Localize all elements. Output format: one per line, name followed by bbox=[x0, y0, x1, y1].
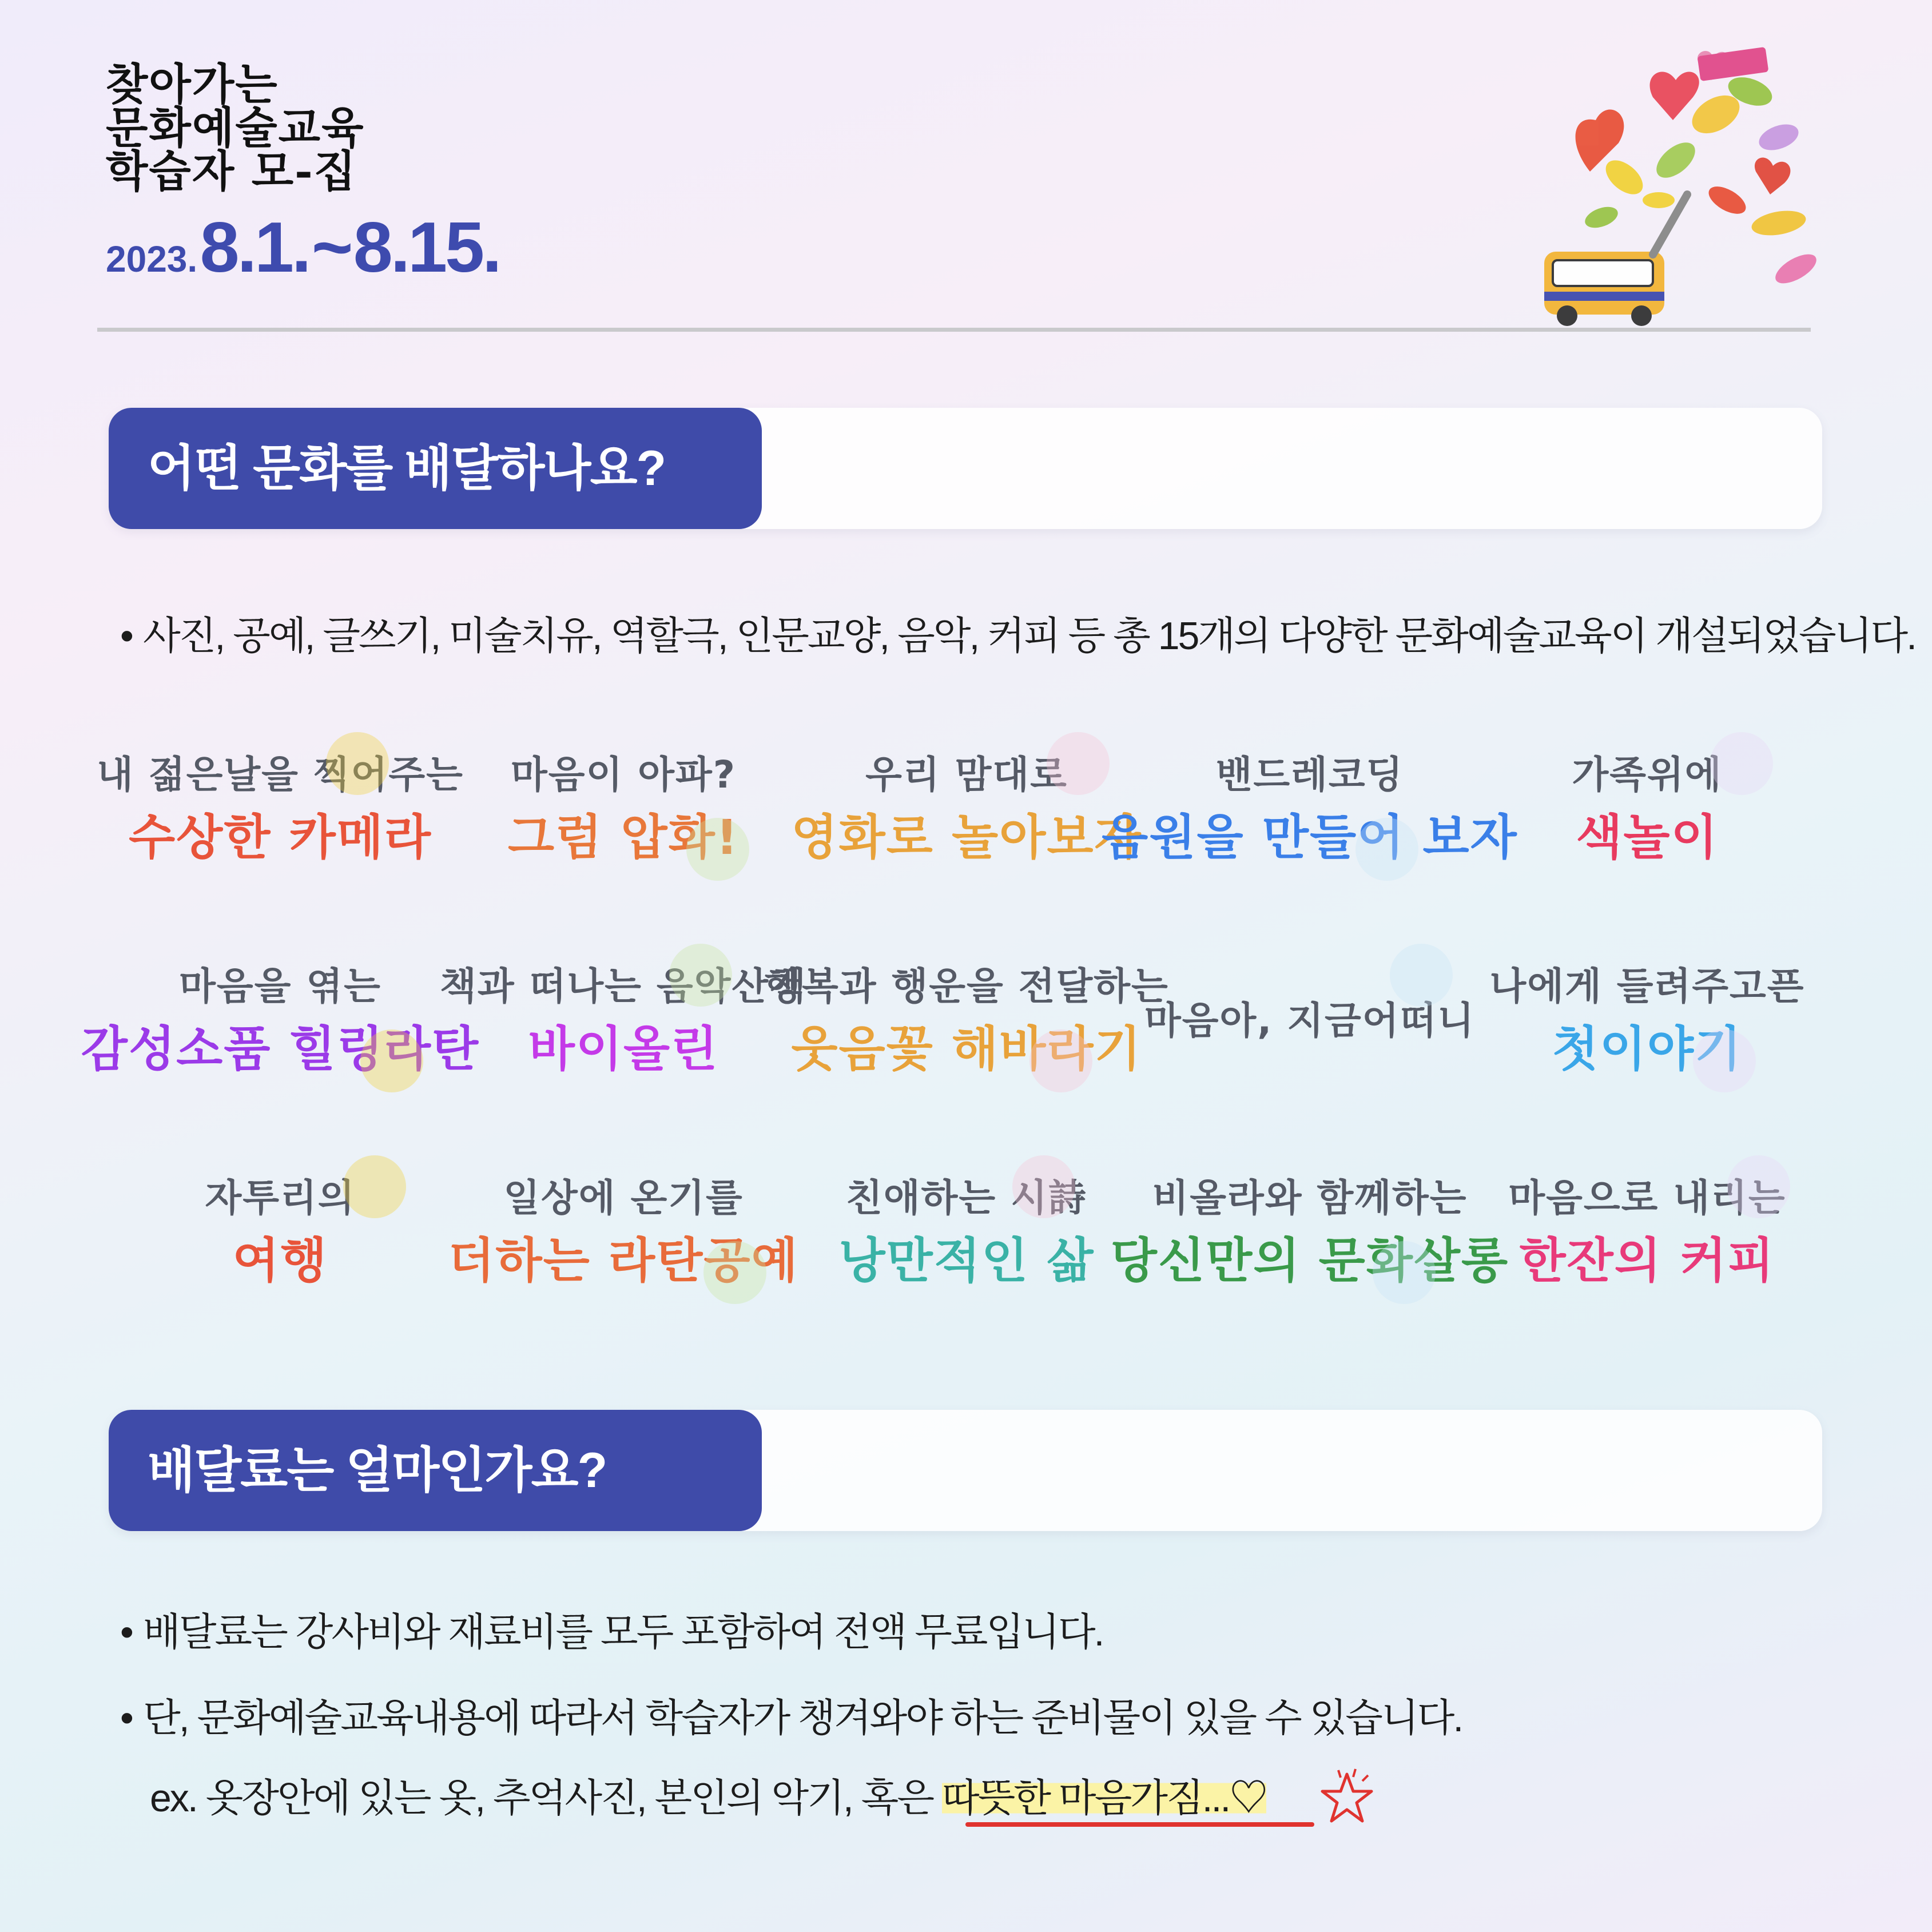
program-card bbox=[791, 709, 1142, 909]
program-title-line2: 여행 bbox=[232, 1233, 328, 1289]
program-title-line2: 감성소품 힐링라탄 bbox=[81, 1021, 480, 1077]
example-highlight: 따뜻한 마음가짐...♡ bbox=[941, 1776, 1267, 1820]
title-line-1: 찾아가는 bbox=[106, 59, 279, 110]
section-bar-what-culture bbox=[109, 408, 1822, 529]
program-card bbox=[1476, 1132, 1819, 1333]
program-card bbox=[1138, 921, 1481, 1121]
date-start: 8.1. bbox=[200, 208, 309, 287]
program-card bbox=[440, 921, 807, 1121]
section-title-fee: 배달료는 얼마인가요? bbox=[109, 1410, 762, 1531]
program-title-line1: 마음을 엮는 bbox=[179, 964, 381, 1008]
bullet-dot: • bbox=[120, 614, 132, 658]
program-title-line1: 친애하는 시詩 bbox=[846, 1176, 1087, 1220]
header-divider bbox=[97, 328, 1811, 332]
culture-bus-illustration bbox=[1510, 29, 1830, 326]
program-title-line1: 마음으로 내리는 bbox=[1508, 1176, 1786, 1220]
section-title-what-culture: 어떤 문화를 배달하나요? bbox=[109, 408, 762, 529]
program-title-line2: 그럼 압화! bbox=[507, 809, 740, 865]
bullet-free-fee-text: 배달료는 강사비와 재료비를 모두 포함하여 전액 무료입니다. bbox=[143, 1611, 1103, 1654]
program-title-line2: 웃음꽃 해바라기 bbox=[791, 1021, 1142, 1077]
bullet-supplies bbox=[120, 1687, 1462, 1743]
program-title-line1: 행복과 행운을 전달하는 bbox=[764, 964, 1169, 1008]
program-title-line1: 가족위에 bbox=[1572, 753, 1723, 797]
program-title-line2: 음원을 만들어 보자 bbox=[1102, 809, 1518, 865]
program-card bbox=[81, 921, 480, 1121]
program-title-line1: 마음이 아파? bbox=[510, 753, 737, 797]
program-title-line1: 비올라와 함께하는 bbox=[1152, 1176, 1468, 1220]
bullet-program-list-text: 사진, 공예, 글쓰기, 미술치유, 역할극, 인문교양, 음악, 커피 등 총 15개의 다양한 문화예술교육이 개설되었습니다. bbox=[143, 614, 1915, 658]
program-card bbox=[448, 1132, 799, 1333]
program-title-line2: 첫이야기 bbox=[1552, 1021, 1743, 1077]
program-card bbox=[1110, 1132, 1509, 1333]
program-title-line2: 색놀이 bbox=[1576, 809, 1719, 865]
program-card bbox=[97, 709, 464, 909]
program-card bbox=[452, 709, 795, 909]
bullet-dot: • bbox=[120, 1696, 132, 1740]
program-card bbox=[1102, 709, 1518, 909]
star-icon bbox=[1315, 1767, 1378, 1830]
program-grid bbox=[81, 709, 1822, 1338]
program-title-line1: 나에게 들려주고픈 bbox=[1489, 964, 1805, 1008]
program-title-line2: 당신만의 문화살롱 bbox=[1110, 1233, 1509, 1289]
bullet-supplies-text: 단, 문화예술교육내용에 따라서 학습자가 챙겨와야 하는 준비물이 있을 수 있습니다. bbox=[143, 1696, 1462, 1740]
example-line bbox=[150, 1767, 1266, 1823]
bullet-dot: • bbox=[120, 1611, 132, 1654]
program-title-line2: 바이올린 bbox=[528, 1021, 719, 1077]
program-card bbox=[1476, 709, 1819, 909]
bullet-program-list bbox=[120, 605, 1915, 661]
program-card bbox=[109, 1132, 452, 1333]
program-title-line1: 밴드레코딩 bbox=[1215, 753, 1404, 797]
example-prefix: ex. 옷장안에 있는 옷, 추억사진, 본인의 악기, 혹은 bbox=[150, 1776, 942, 1820]
program-title-line1: 마음아, 지금어떠니 bbox=[1144, 999, 1476, 1043]
program-title-line2: 더하는 라탄공예 bbox=[448, 1233, 799, 1289]
section-bar-fee bbox=[109, 1410, 1822, 1531]
program-title-line2: 수상한 카메라 bbox=[128, 809, 432, 865]
title-line-2: 문화예술교육 bbox=[106, 102, 365, 153]
program-card bbox=[795, 1132, 1138, 1333]
program-title-line1: 자투리의 bbox=[205, 1176, 356, 1220]
bullet-free-fee bbox=[120, 1601, 1103, 1657]
program-title-line2: 낭만적인 삶 bbox=[838, 1233, 1095, 1289]
program-title-line2: 한잔의 커피 bbox=[1519, 1233, 1775, 1289]
title-line-3: 학습자 모-집 bbox=[106, 146, 357, 197]
program-title-line1: 책과 떠나는 음악산책 bbox=[440, 964, 807, 1008]
program-title-line1: 일상에 온기를 bbox=[503, 1176, 744, 1220]
program-card bbox=[764, 921, 1169, 1121]
program-title-line1: 우리 맘대로 bbox=[865, 753, 1068, 797]
program-title-line2: 영화로 놀아보자 bbox=[791, 809, 1142, 865]
program-card bbox=[1476, 921, 1819, 1121]
date-end: 8.15. bbox=[353, 208, 500, 287]
date-separator: ~ bbox=[311, 208, 351, 287]
red-underline bbox=[965, 1822, 1314, 1827]
program-title-line1: 내 젊은날을 찍어주는 bbox=[97, 753, 464, 797]
date-year: 2023. bbox=[106, 238, 198, 280]
